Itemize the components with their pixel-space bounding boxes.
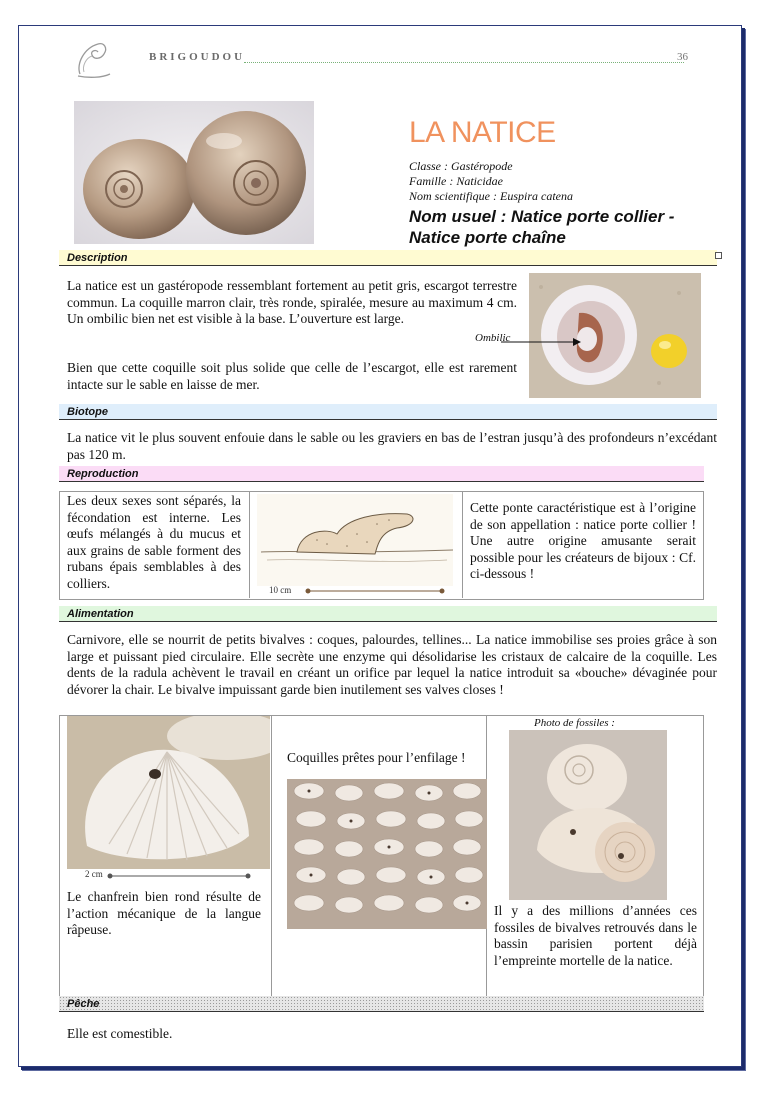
ombilic-label: Ombilic	[475, 332, 511, 344]
common-name: Nom usuel : Natice porte collier - Natice porte chaîne	[409, 207, 675, 247]
section-description-heading: Description	[59, 250, 717, 266]
fossil-photo-caption: Photo de fossiles :	[534, 717, 615, 729]
famille-label: Famille : Naticidae	[409, 174, 503, 188]
section-peche-heading: Pêche	[59, 996, 704, 1012]
shells-ready-caption: Coquilles prêtes pour l’enfilage !	[287, 750, 466, 765]
section-biotope-heading: Biotope	[59, 404, 717, 420]
section-marker	[715, 252, 722, 259]
header-dotted-rule	[244, 62, 684, 63]
scientific-name-label: Nom scientifique : Euspira catena	[409, 189, 573, 203]
section-reproduction-heading: Reproduction	[59, 466, 704, 482]
reproduction-scale-label: 10 cm	[269, 585, 292, 595]
peche-text: Elle est comestible.	[67, 1026, 173, 1041]
reproduction-divider	[249, 491, 250, 598]
reproduction-divider	[462, 491, 463, 598]
description-paragraph-2: Bien que cette coquille soit plus solide que celle de l’escargot, elle est rarement intacte sur le sable en laisse de mer.	[67, 360, 517, 392]
section-alimentation-heading: Alimentation	[59, 606, 717, 622]
fossils-photo	[509, 730, 667, 900]
page-number: 36	[677, 51, 688, 63]
ombilic-arrow	[501, 338, 581, 346]
classe-label: Classe : Gastéropode	[409, 159, 513, 173]
egg-collar-drawing	[257, 494, 453, 586]
reproduction-scale-bar	[305, 587, 445, 595]
alimentation-divider	[271, 715, 272, 996]
cockle-scale-label: 2 cm	[85, 869, 103, 879]
drilled-shells-photo	[287, 779, 487, 929]
drilled-cockle-photo	[67, 716, 270, 869]
ombilic-photo	[529, 273, 701, 398]
fossils-text: Il y a des millions d’années ces fossiles de bivalves retrouvés dans le bassin parisien portent déjà l’empreinte mortelle de la natice.	[494, 903, 697, 968]
alimentation-text: Carnivore, elle se nourrit de petits bivalves : coques, palourdes, tellines... La natice immobilise ses proies grâce à son large et puissant pied circulaire. Elle secrète une enzyme qui désolidarise les cristaux de calcaire de la coquille. Les dents de la radula achèvent le travail en créant un orifice par lequel la natice introduit sa «bouche» dévaginée pour dévorer la chair. Le bivalve impuissant garde bien inutilement ses valves closes !	[67, 632, 717, 697]
reproduction-left-text: Les deux sexes sont séparés, la fécondation est interne. Les œufs mélangés à du mucus et aux grains de sable forment des rubans épais semblables à des colliers.	[67, 493, 241, 591]
page-title: LA NATICE	[409, 116, 556, 149]
snail-logo-icon	[74, 38, 114, 80]
page	[18, 25, 742, 1067]
header-brand: BRIGOUDOU	[149, 51, 246, 63]
biotope-text: La natice vit le plus souvent enfouie dans le sable ou les graviers en bas de l’estran jusqu’à des profondeurs n’excédant pas 120 m.	[67, 430, 717, 462]
description-paragraph-1: La natice est un gastéropode ressemblant fortement au petit gris, escargot terrestre commun. La coquille marron clair, très ronde, spiralée, mesure au maximum 4 cm. Un ombilic bien net est visible à la base. L’ouverture est large.	[67, 278, 517, 326]
chanfrein-text: Le chanfrein bien rond résulte de l’action mécanique de la langue râpeuse.	[67, 889, 261, 937]
natice-shells-photo	[74, 101, 314, 244]
cockle-scale-bar	[107, 872, 251, 880]
reproduction-right-text: Cette ponte caractéristique est à l’origine de son appellation : natice porte collier ! Une autre origine amusante serait possible pour les créateurs de bijoux : Cf. ci-dessous !	[470, 500, 696, 581]
